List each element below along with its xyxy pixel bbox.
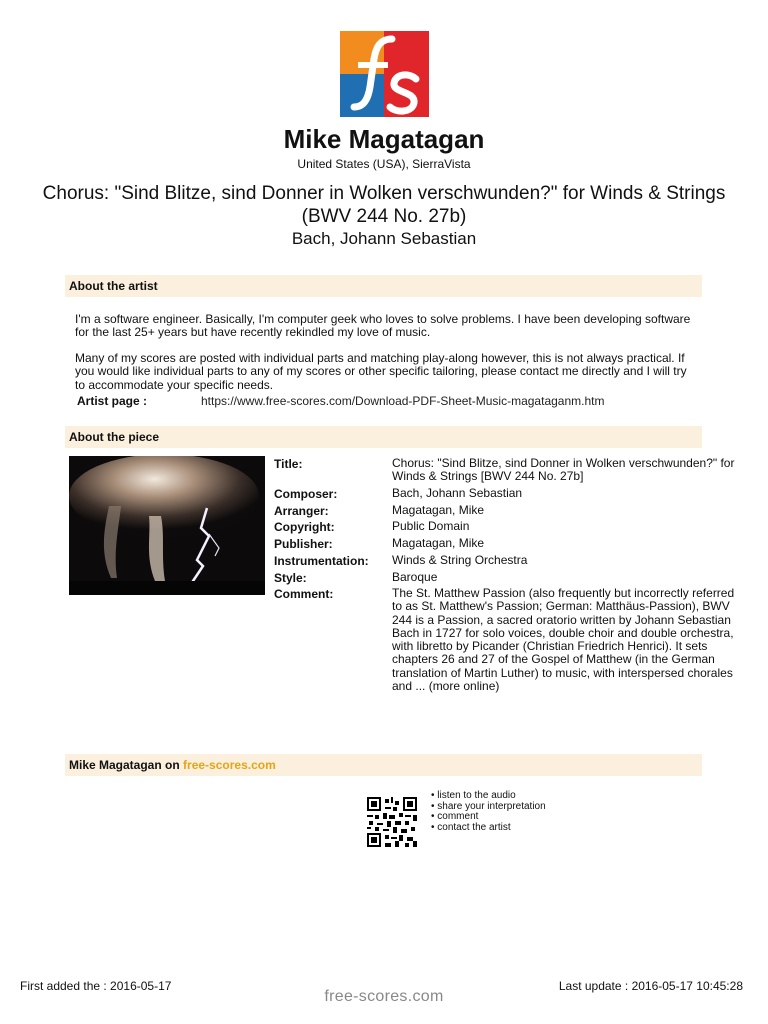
copyright-label: Copyright: xyxy=(274,520,335,534)
artist-bio-paragraph-2: Many of my scores are posted with individual parts and matching play-along however, this is not always practical. If you would like individual parts to any of my scores or other specific tailoring, please contact me directly and I will try to accommodate your specific needs. xyxy=(75,351,687,392)
storm-lightning-photo xyxy=(69,456,265,595)
cta-comment[interactable]: • comment xyxy=(431,811,479,822)
piece-composer: Bach, Johann Sebastian xyxy=(291,229,477,248)
composer-label: Composer: xyxy=(274,487,338,501)
artist-page-label: Artist page : xyxy=(77,394,148,408)
free-scores-logo-icon xyxy=(340,31,429,117)
comment-value: The St. Matthew Passion (also frequently but incorrectly referred to as St. Matthew's Passion; German: Matthäus-Passion), BWV 244 is a Passion, a sacred oratorio written by Johann Sebastian Bach in 1727 for solo voices, double choir and double orchestra, with libretto by Picander (Christian Friedrich Henrici). It sets chapters 26 and 27 of the Gospel of Matthew (in the German translation of Martin Luther) to music, with interspersed chorales and ... (more online) xyxy=(392,586,735,694)
publisher-value: Magatagan, Mike xyxy=(392,536,485,550)
copyright-value: Public Domain xyxy=(392,519,470,533)
free-scores-brand[interactable]: free-scores.com xyxy=(183,758,276,772)
artist-bio-paragraph-1: I'm a software engineer. Basically, I'm computer geek who loves to solve problems. I have been developing software for the last 25+ years but have recently rekindled my love of music. xyxy=(75,312,691,340)
first-added-date: First added the : 2016-05-17 xyxy=(20,979,172,993)
instrumentation-label: Instrumentation: xyxy=(274,554,369,568)
promo-heading-prefix: Mike Magatagan on xyxy=(69,758,184,772)
last-update-date: Last update : 2016-05-17 10:45:28 xyxy=(558,979,743,993)
artist-page-link[interactable]: https://www.free-scores.com/Download-PDF-Sheet-Music-magataganm.htm xyxy=(201,394,605,408)
artist-on-free-scores-heading xyxy=(65,754,702,776)
style-value: Baroque xyxy=(392,570,438,584)
composer-value: Bach, Johann Sebastian xyxy=(392,486,523,500)
arranger-value: Magatagan, Mike xyxy=(392,503,485,517)
about-artist-heading: About the artist xyxy=(65,275,702,297)
qr-code-icon[interactable] xyxy=(367,797,417,847)
cta-share-interpretation[interactable]: • share your interpretation xyxy=(431,800,546,812)
cta-listen-audio[interactable]: • listen to the audio xyxy=(431,790,516,801)
instrumentation-value: Winds & String Orchestra xyxy=(392,553,528,567)
piece-title: Chorus: "Sind Blitze, sind Donner in Wolken verschwunden?" for Winds & Strings (BWV 244 No. 27b) xyxy=(42,183,726,227)
artist-name: Mike Magatagan xyxy=(283,124,485,154)
comment-label: Comment: xyxy=(274,587,334,601)
title-value: Chorus: "Sind Blitze, sind Donner in Wolken verschwunden?" for Winds & Strings [BWV 244 No. 27b] xyxy=(392,456,735,484)
cta-contact-artist[interactable]: • contact the artist xyxy=(431,821,511,833)
publisher-label: Publisher: xyxy=(274,537,333,551)
style-label: Style: xyxy=(274,571,307,585)
about-piece-heading: About the piece xyxy=(65,426,702,448)
arranger-label: Arranger: xyxy=(274,504,329,518)
cta-list xyxy=(431,791,546,833)
artist-location: United States (USA), SierraVista xyxy=(297,157,471,171)
title-label: Title: xyxy=(274,457,303,471)
footer-free-scores-brand[interactable]: free-scores.com xyxy=(324,988,444,1005)
